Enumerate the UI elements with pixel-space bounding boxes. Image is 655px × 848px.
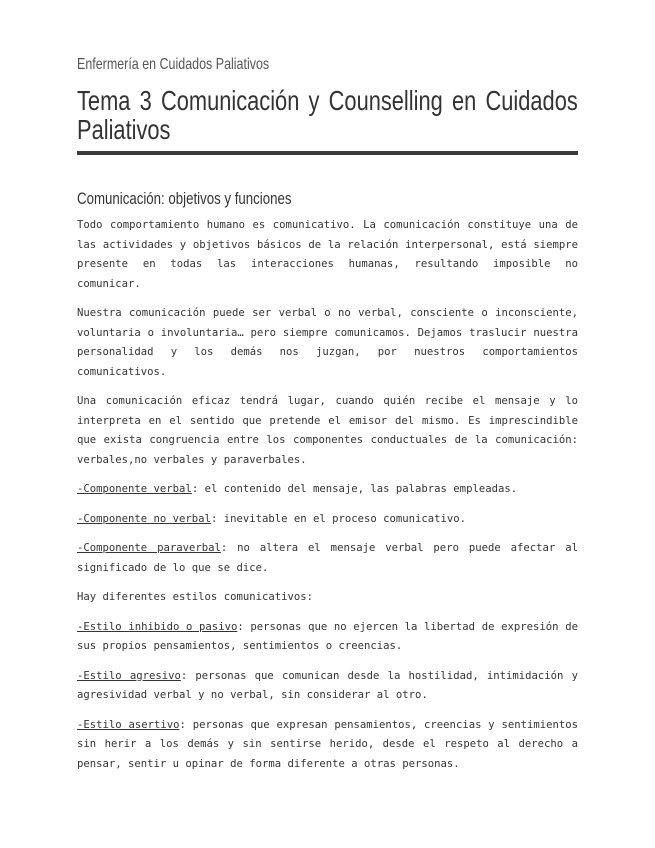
course-name: Enfermería en Cuidados Paliativos: [77, 56, 270, 73]
section-heading: Comunicación: objetivos y funciones: [77, 189, 292, 208]
definition-text: : personas que comunican desde la hostilidad, intimidación y agresividad verbal y no verbal, sin considerar al otro.: [77, 669, 578, 701]
paragraph-text: Una comunicación eficaz tendrá lugar, cuando quién recibe el mensaje y lo interpreta en el sentido que pretende el emisor del mismo. Es imprescindible que exista congruencia entre los componentes conductuales de la comunicación: verbales,no verbales y paraverbales.: [77, 395, 578, 466]
definition-item: [77, 510, 578, 530]
title-divider: [77, 151, 578, 155]
definition-item: [77, 618, 578, 657]
definition-item: [77, 716, 578, 775]
term: -Componente verbal: [77, 483, 192, 495]
definition-text: : el contenido del mensaje, las palabras empleadas.: [191, 483, 518, 495]
term: -Estilo agresivo: [77, 669, 181, 682]
term: -Componente paraverbal: [77, 542, 221, 554]
paragraph-text: Nuestra comunicación puede ser verbal o no verbal, consciente o inconsciente, voluntaria o involuntaria… pero siempre comunicamos. Dejamos traslucir nuestra personalidad y los demás nos juzgan, por nuestros comportamientos comunicativos.: [77, 307, 578, 378]
definition-item: [77, 667, 578, 706]
definition-text: : personas que no ejercen la libertad de expresión de sus propios pensamientos, sentimientos o creencias.: [77, 620, 578, 652]
definition-text: : inevitable en el proceso comunicativo.: [210, 512, 467, 525]
paragraph-text: Todo comportamiento humano es comunicativo. La comunicación constituye una de las actividades y objetivos básicos de la relación interpersonal, está siempre presente en todas las interacciones humanas, resultando imposible no comunicar.: [77, 219, 578, 290]
section-body: [77, 216, 578, 784]
page-title: Tema 3 Comunicación y Counselling en Cuidados Paliativos: [77, 85, 578, 145]
paragraph: [77, 392, 578, 470]
definition-item: [77, 539, 578, 578]
paragraph: [77, 304, 578, 382]
paragraph: [77, 588, 578, 608]
term: -Componente no verbal: [77, 512, 211, 525]
term: -Estilo asertivo: [77, 718, 180, 731]
paragraph: [77, 216, 578, 294]
term: -Estilo inhibido o pasivo: [77, 620, 238, 633]
definition-item: [77, 480, 578, 500]
paragraph-text: Hay diferentes estilos comunicativos:: [77, 591, 313, 603]
definition-text: : no altera el mensaje verbal pero puede afectar al significado de lo que se dice.: [77, 542, 578, 574]
definition-text: : personas que expresan pensamientos, creencias y sentimientos sin herir a los demás y sin sentirse herido, desde el respeto al derecho a pensar, sentir u opinar de forma diferente a otras personas.: [77, 718, 578, 770]
